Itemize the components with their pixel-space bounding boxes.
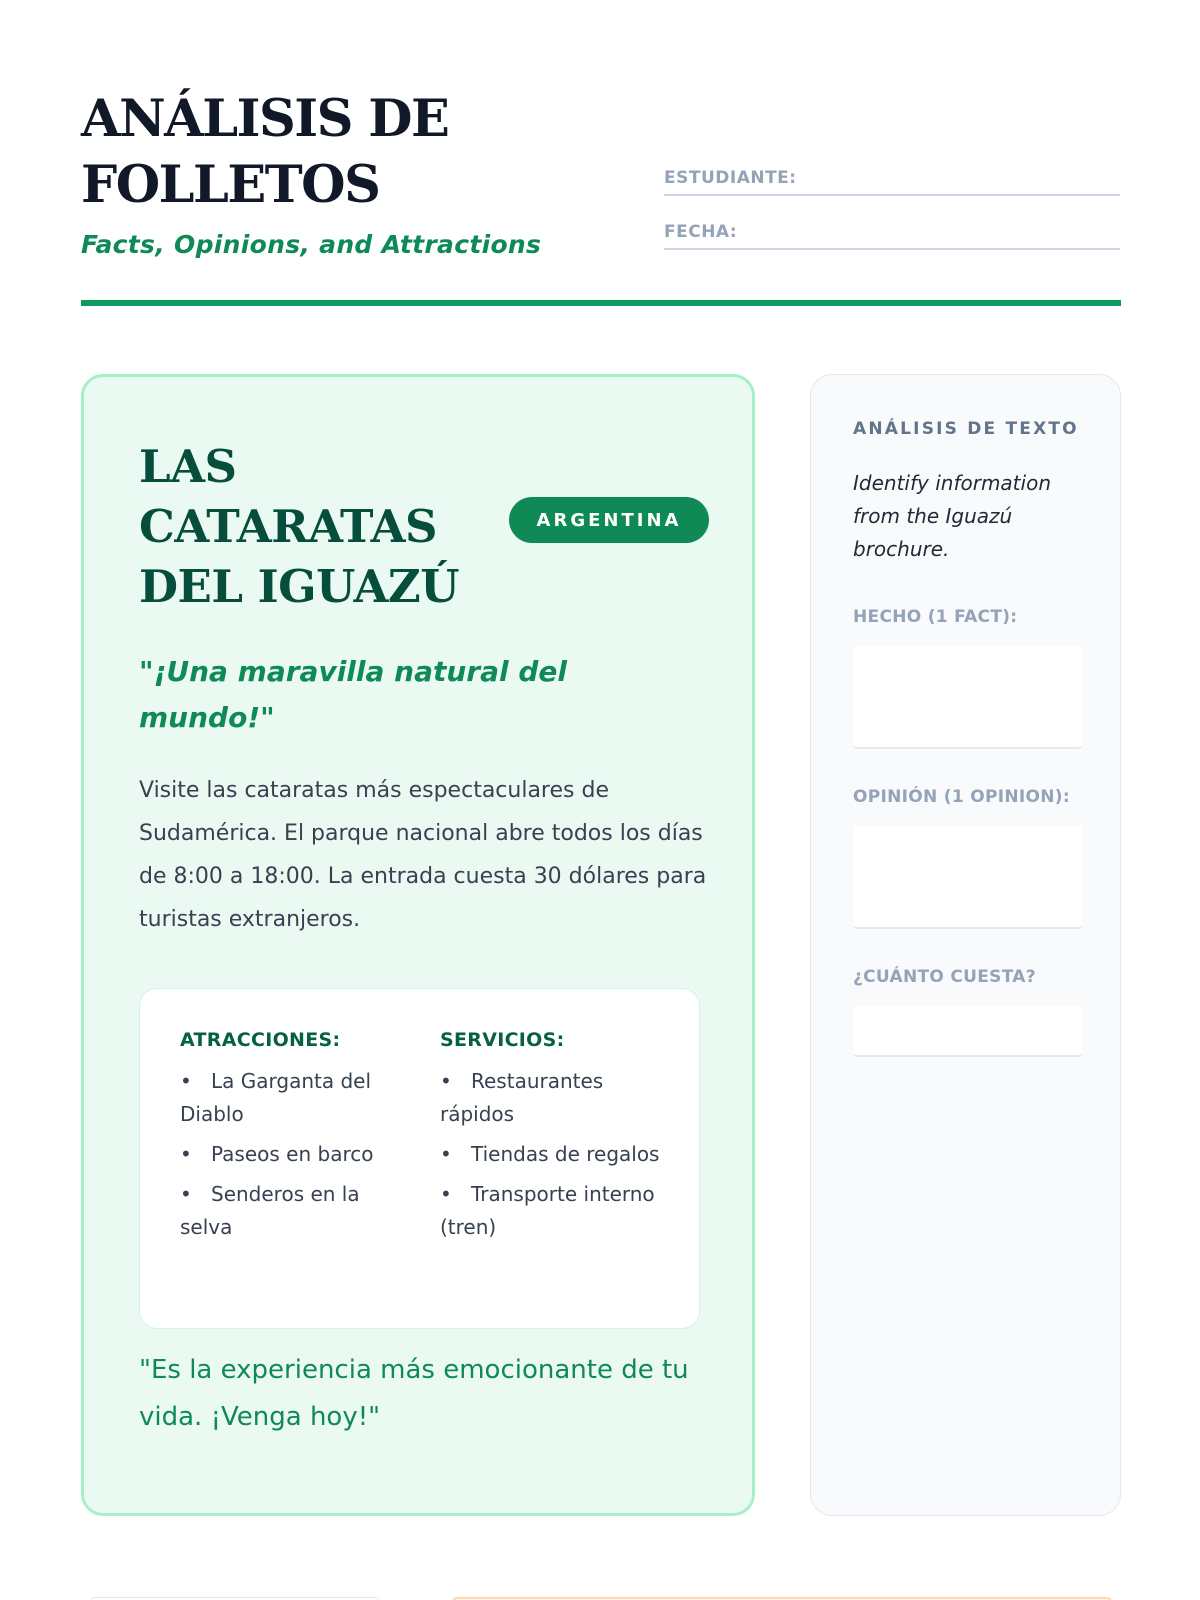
opinion-label: OPINIÓN (1 OPINION): [853, 787, 1070, 807]
bullet-icon: • [180, 1069, 192, 1093]
list-item: • La Garganta del Diablo [180, 1065, 400, 1131]
list-item: • Transporte interno (tren) [440, 1178, 660, 1244]
bullet-icon: • [440, 1069, 452, 1093]
page-title: ANÁLISIS DE FOLLETOS [81, 89, 449, 215]
attractions-list [180, 1065, 400, 1244]
brochure-title: LAS CATARATAS DEL IGUAZÚ [139, 440, 459, 613]
bullet-icon: • [440, 1182, 452, 1206]
brochure-slogan: "Es la experiencia más emocionante de tu vida. ¡Venga hoy!" [139, 1355, 689, 1432]
page-subtitle: Facts, Opinions, and Attractions [81, 230, 542, 259]
list-item: • Restaurantes rápidos [440, 1065, 660, 1131]
fact-label: HECHO (1 FACT): [853, 607, 1018, 627]
services-list [440, 1065, 660, 1244]
list-item: • Senderos en la selva [180, 1178, 400, 1244]
fact-answer-box[interactable] [853, 645, 1082, 749]
services-column [440, 1029, 660, 1251]
brochure-card [81, 374, 755, 1516]
student-fields [664, 166, 1120, 250]
student-name-field[interactable] [664, 166, 1120, 196]
brochure-quote: "¡Una maravilla natural del mundo!" [139, 655, 567, 734]
cost-answer-box[interactable] [853, 1005, 1082, 1057]
header-divider [81, 300, 1121, 306]
date-field[interactable] [664, 220, 1120, 250]
opinion-answer-box[interactable] [853, 825, 1082, 929]
brochure-header [139, 437, 709, 613]
bullet-icon: • [180, 1182, 192, 1206]
worksheet-header [81, 86, 1121, 308]
bullet-icon: • [180, 1142, 192, 1166]
attractions-heading: ATRACCIONES: [180, 1029, 341, 1051]
brochure-body: Visite las cataratas más espectaculares de Sudamérica. El parque nacional abre todos los días de 8:00 a 18:00. La entrada cuesta 30 dólares para turistas extranjeros. [139, 778, 707, 932]
analysis-heading: ANÁLISIS DE TEXTO [853, 419, 1079, 439]
bullet-icon: • [440, 1142, 452, 1166]
analysis-instructions: Identify information from the Iguazú brochure. [853, 471, 1051, 561]
cost-label: ¿CUÁNTO CUESTA? [853, 967, 1036, 987]
services-heading: SERVICIOS: [440, 1029, 565, 1051]
country-badge: ARGENTINA [509, 497, 709, 543]
list-item: • Paseos en barco [180, 1138, 400, 1171]
attractions-column [180, 1029, 400, 1251]
list-item: • Tiendas de regalos [440, 1138, 660, 1171]
student-name-label: ESTUDIANTE: [664, 168, 797, 188]
info-box [139, 988, 700, 1329]
date-label: FECHA: [664, 222, 738, 242]
analysis-panel [810, 374, 1121, 1516]
